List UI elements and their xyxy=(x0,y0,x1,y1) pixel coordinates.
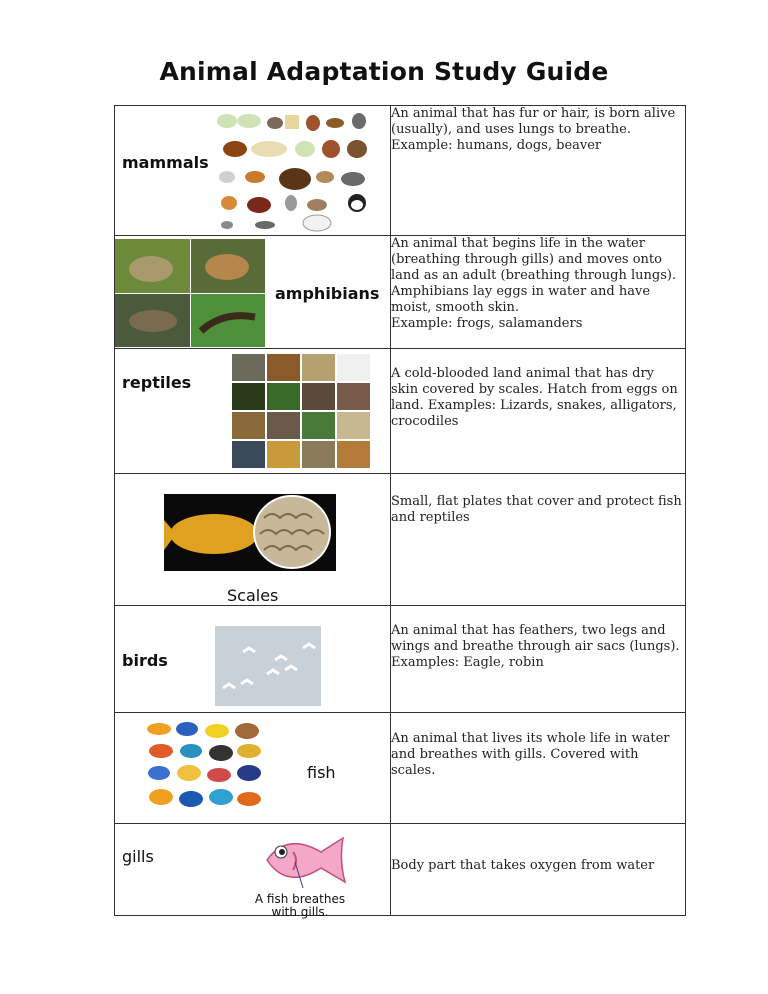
term-cell xyxy=(115,824,391,919)
amphibians-photo-grid-image xyxy=(115,239,265,347)
term-label: amphibians xyxy=(275,284,380,303)
term-label: gills xyxy=(122,847,154,866)
definition-cell xyxy=(391,824,686,916)
definition-text: An animal that has feathers, two legs and wings and breathe through air sacs (lungs). Examples: Eagle, robin xyxy=(391,623,680,670)
term-cell xyxy=(115,349,391,474)
definition-text: An animal that has fur or hair, is born alive (usually), and uses lungs to breathe. Example: humans, dogs, beaver xyxy=(391,106,676,153)
term-label: birds xyxy=(122,651,168,670)
definition-cell xyxy=(391,236,686,349)
table-row xyxy=(115,606,686,713)
definition-cell xyxy=(391,349,686,474)
definition-text: An animal that begins life in the water (breathing through gills) and moves onto land as an adult (breathing through lungs). Amphibians lay eggs in water and have moist, smooth skin. Example: frogs, salamanders xyxy=(391,236,677,331)
definition-cell xyxy=(391,713,686,824)
term-cell xyxy=(115,106,391,236)
table-row xyxy=(115,824,686,916)
table-row xyxy=(115,106,686,236)
gills-caption: A fish breathes with gills. xyxy=(254,892,346,919)
page-title: Animal Adaptation Study Guide xyxy=(159,57,609,86)
definition-cell xyxy=(391,474,686,606)
reptiles-photo-grid-image xyxy=(232,354,370,469)
cartoon-fish-gills-image xyxy=(247,830,351,890)
definition-text: Small, flat plates that cover and protect fish and reptiles xyxy=(391,494,682,525)
definition-text: An animal that lives its whole life in water and breathes with gills. Covered with scales. xyxy=(391,731,670,778)
definition-text: A cold-blooded land animal that has dry skin covered by scales. Hatch from eggs on land. Examples: Lizards, snakes, alligators, crocodiles xyxy=(391,366,678,429)
term-cell xyxy=(115,713,391,824)
definition-text: Body part that takes oxygen from water xyxy=(391,858,655,873)
table-row xyxy=(115,349,686,474)
definition-cell xyxy=(391,606,686,713)
tropical-fish-collage-image xyxy=(145,719,265,815)
mammals-collage-image xyxy=(213,109,373,233)
study-guide-table xyxy=(114,105,686,919)
term-cell xyxy=(115,606,391,713)
definition-cell xyxy=(391,106,686,236)
birds-flock-photo-image xyxy=(215,626,321,706)
scales-fish-closeup-image xyxy=(164,494,336,571)
term-label: mammals xyxy=(122,153,209,172)
table-row xyxy=(115,236,686,349)
term-cell xyxy=(115,236,391,349)
term-cell xyxy=(115,474,391,606)
term-label: reptiles xyxy=(122,373,192,392)
table-row xyxy=(115,474,686,606)
term-label: fish xyxy=(307,763,336,782)
table-row xyxy=(115,713,686,824)
term-label: Scales xyxy=(227,586,279,605)
